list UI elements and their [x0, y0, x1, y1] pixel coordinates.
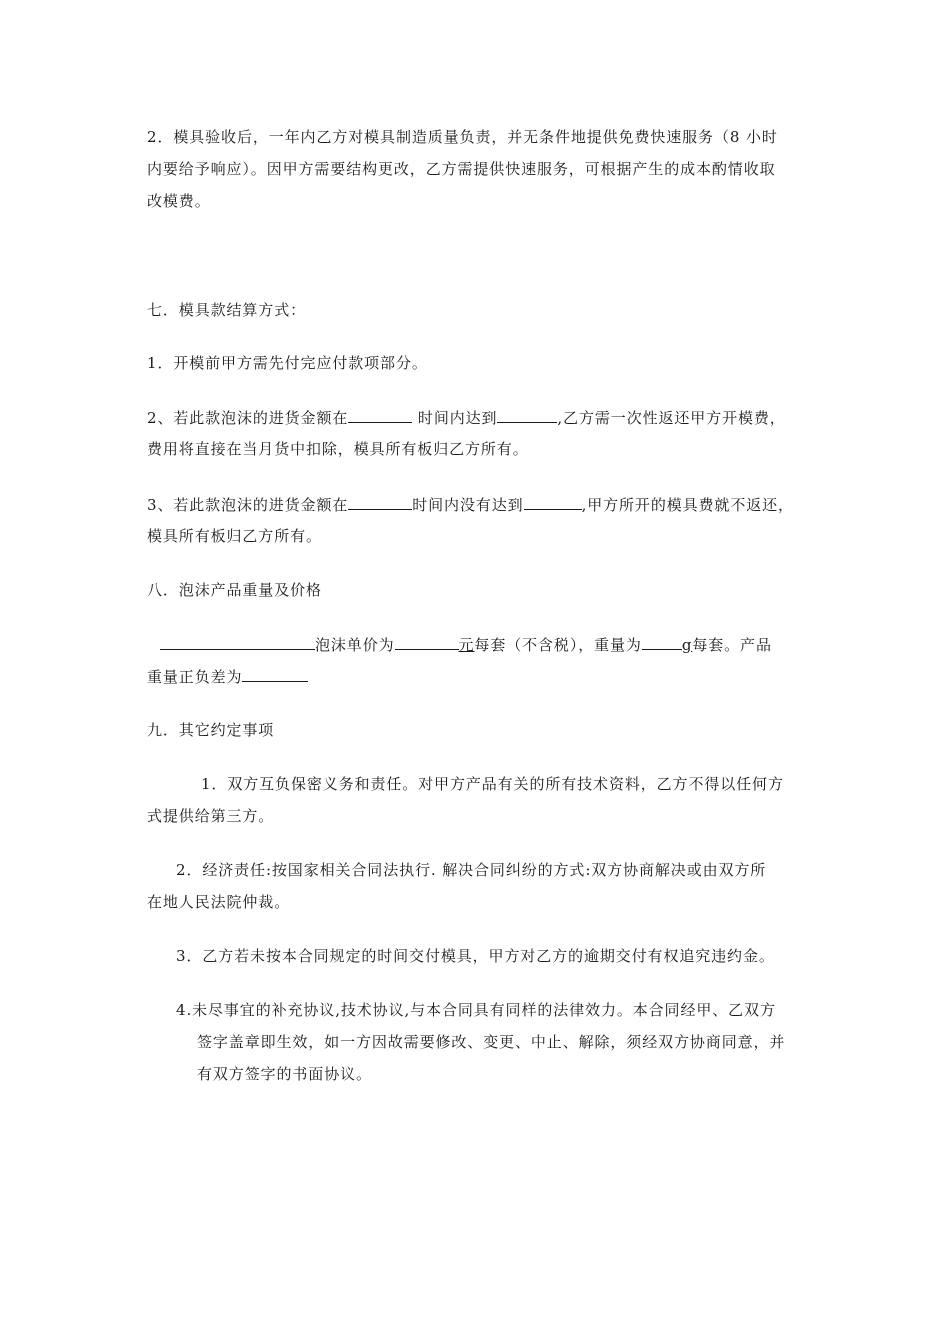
- s7-item3-text1: 3、若此款泡沫的进货金额在: [147, 496, 349, 514]
- s7-item3-line1: [147, 494, 794, 515]
- blank-target-field[interactable]: [497, 407, 557, 423]
- s8-weight-unit: g: [681, 636, 693, 654]
- s8-line2: [147, 666, 308, 687]
- blank-target-field[interactable]: [524, 494, 582, 510]
- s6-item2-line3: 改模费。: [147, 192, 211, 210]
- s7-item3-text3: ,甲方所开的模具费就不返还，: [581, 496, 794, 514]
- s7-item2-text2: 时间内达到: [412, 409, 498, 427]
- s9-item2-line2: 在地人民法院仲裁。: [147, 893, 291, 911]
- section9-heading: 九．其它约定事项: [147, 721, 275, 739]
- s9-item1-line2: 式提供给第三方。: [147, 807, 275, 825]
- s8-line1: [160, 634, 772, 655]
- s9-item2-line1: 2．经济责任:按国家相关合同法执行. 解决合同纠纷的方式:双方协商解决或由双方所: [176, 861, 767, 879]
- blank-amount-field[interactable]: [348, 407, 412, 423]
- s7-item2-line2: 费用将直接在当月货中扣除，模具所有板归乙方所有。: [147, 440, 529, 458]
- s7-item3-line2: 模具所有板归乙方所有。: [147, 527, 322, 545]
- s9-item4-line3: 有双方签字的书面协议。: [197, 1065, 372, 1083]
- blank-unit-price-field[interactable]: [395, 634, 459, 650]
- blank-weight-field[interactable]: [642, 634, 682, 650]
- s7-item2-line1: [147, 407, 786, 428]
- s9-item3: 3．乙方若未按本合同规定的时间交付模具，甲方对乙方的逾期交付有权追究违约金。: [176, 947, 775, 965]
- s6-item2-line2: 内要给予响应）。因甲方需要结构更改，乙方需提供快速服务，可根据产生的成本酌情收取: [147, 160, 776, 178]
- s8-text5: 每套。产品: [692, 636, 772, 654]
- s8-text1: 泡沫单价为: [315, 636, 395, 654]
- s7-item2-text1: 2、若此款泡沫的进货金额在: [147, 409, 349, 427]
- s9-item4-line2: 签字盖章即生效，如一方因故需要修改、变更、中止、解除，须经双方协商同意，并: [197, 1033, 786, 1051]
- s8-text3: 每套（不含税），重量为: [474, 636, 642, 654]
- blank-amount-field[interactable]: [348, 494, 412, 510]
- s9-item1-line1: 1．双方互负保密义务和责任。对甲方产品有关的所有技术资料，乙方不得以任何方: [201, 775, 784, 793]
- s7-item1: 1．开模前甲方需先付完应付款项部分。: [147, 354, 428, 372]
- section7-heading: 七．模具款结算方式：: [147, 301, 307, 319]
- section8-heading: 八．泡沫产品重量及价格: [147, 581, 322, 599]
- s9-item4-line1: 4.未尽事宜的补充协议,技术协议,与本合同具有同样的法律效力。本合同经甲、乙双方: [176, 1001, 776, 1019]
- s6-item2-line1: 2．模具验收后，一年内乙方对模具制造质量负责，并无条件地提供免费快速服务（8 小时: [147, 128, 778, 146]
- s7-item2-text3: ,乙方需一次性返还甲方开模费，: [557, 409, 786, 427]
- blank-product-name-field[interactable]: [160, 634, 315, 650]
- s8-currency: 元: [458, 636, 475, 654]
- s7-item3-text2: 时间内没有达到: [412, 496, 524, 514]
- s8-line2-text: 重量正负差为: [147, 668, 243, 686]
- blank-weight-tolerance-field[interactable]: [242, 666, 308, 682]
